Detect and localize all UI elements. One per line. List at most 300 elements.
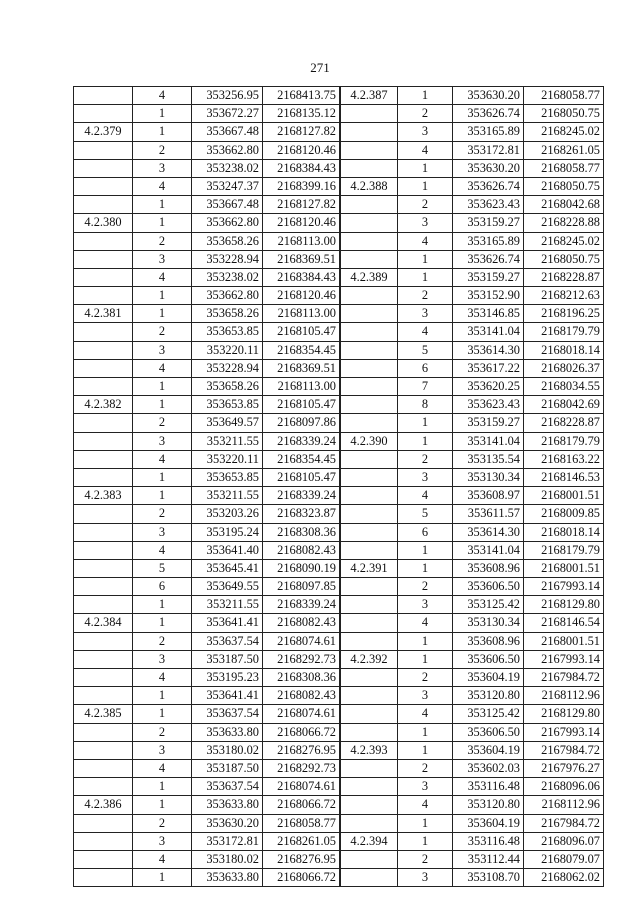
point-number-cell: 3	[398, 778, 453, 796]
table-row	[74, 250, 340, 268]
parcel-id-cell	[74, 450, 133, 468]
parcel-id-cell	[341, 759, 398, 777]
x-coordinate-cell: 353653.85	[192, 396, 263, 414]
point-number-cell: 1	[133, 487, 192, 505]
x-coordinate-cell: 353195.23	[192, 669, 263, 687]
y-coordinate-cell: 2168062.02	[524, 869, 604, 887]
parcel-id-cell	[341, 159, 398, 177]
y-coordinate-cell: 2168129.80	[524, 596, 604, 614]
y-coordinate-cell: 2168120.46	[263, 287, 340, 305]
y-coordinate-cell: 2168339.24	[263, 596, 340, 614]
point-number-cell: 1	[133, 796, 192, 814]
parcel-id-cell	[74, 414, 133, 432]
y-coordinate-cell: 2168112.96	[524, 796, 604, 814]
point-number-cell: 1	[398, 414, 453, 432]
table-row	[74, 705, 340, 723]
parcel-id-cell	[74, 596, 133, 614]
parcel-id-cell	[74, 87, 133, 105]
point-number-cell: 1	[398, 250, 453, 268]
x-coordinate-cell: 353667.48	[192, 123, 263, 141]
point-number-cell: 1	[398, 632, 453, 650]
point-number-cell: 1	[398, 832, 453, 850]
y-coordinate-cell: 2168292.73	[263, 759, 340, 777]
x-coordinate-cell: 353120.80	[453, 687, 524, 705]
x-coordinate-cell: 353141.04	[453, 541, 524, 559]
parcel-id-cell	[341, 505, 398, 523]
table-row	[341, 250, 604, 268]
table-row	[74, 487, 340, 505]
y-coordinate-cell: 2168135.12	[263, 105, 340, 123]
point-number-cell: 3	[133, 832, 192, 850]
y-coordinate-cell: 2168058.77	[524, 87, 604, 105]
table-row	[74, 596, 340, 614]
parcel-id-cell	[74, 741, 133, 759]
parcel-id-cell	[341, 814, 398, 832]
x-coordinate-cell: 353220.11	[192, 341, 263, 359]
y-coordinate-cell: 2168323.87	[263, 505, 340, 523]
table-row	[74, 177, 340, 195]
table-row	[74, 541, 340, 559]
parcel-id-cell	[341, 141, 398, 159]
point-number-cell: 1	[398, 741, 453, 759]
point-number-cell: 4	[133, 268, 192, 286]
table-row	[74, 814, 340, 832]
y-coordinate-cell: 2168369.51	[263, 359, 340, 377]
parcel-id-cell	[74, 323, 133, 341]
x-coordinate-cell: 353614.30	[453, 341, 524, 359]
table-row	[341, 541, 604, 559]
x-coordinate-cell: 353658.26	[192, 305, 263, 323]
y-coordinate-cell: 2168292.73	[263, 650, 340, 668]
parcel-id-cell	[74, 523, 133, 541]
point-number-cell: 5	[398, 505, 453, 523]
x-coordinate-cell: 353630.20	[453, 159, 524, 177]
parcel-id-cell	[341, 468, 398, 486]
parcel-id-cell	[74, 559, 133, 577]
table-row	[74, 287, 340, 305]
parcel-id-cell: 4.2.382	[74, 396, 133, 414]
table-row	[341, 159, 604, 177]
y-coordinate-cell: 2168384.43	[263, 159, 340, 177]
x-coordinate-cell: 353608.96	[453, 559, 524, 577]
parcel-id-cell	[74, 505, 133, 523]
point-number-cell: 4	[398, 232, 453, 250]
y-coordinate-cell: 2168413.75	[263, 87, 340, 105]
point-number-cell: 3	[133, 432, 192, 450]
y-coordinate-cell: 2168105.47	[263, 323, 340, 341]
x-coordinate-cell: 353203.26	[192, 505, 263, 523]
parcel-id-cell	[74, 687, 133, 705]
parcel-id-cell: 4.2.392	[341, 650, 398, 668]
x-coordinate-cell: 353667.48	[192, 196, 263, 214]
x-coordinate-cell: 353608.96	[453, 632, 524, 650]
parcel-id-cell	[341, 869, 398, 887]
y-coordinate-cell: 2168146.53	[524, 468, 604, 486]
x-coordinate-cell: 353180.02	[192, 741, 263, 759]
y-coordinate-cell: 2168082.43	[263, 687, 340, 705]
x-coordinate-cell: 353116.48	[453, 778, 524, 796]
table-row	[74, 669, 340, 687]
y-coordinate-cell: 2168018.14	[524, 341, 604, 359]
parcel-id-cell	[74, 468, 133, 486]
x-coordinate-cell: 353187.50	[192, 650, 263, 668]
x-coordinate-cell: 353645.41	[192, 559, 263, 577]
y-coordinate-cell: 2168009.85	[524, 505, 604, 523]
x-coordinate-cell: 353672.27	[192, 105, 263, 123]
parcel-id-cell	[341, 796, 398, 814]
point-number-cell: 2	[133, 632, 192, 650]
point-number-cell: 3	[398, 687, 453, 705]
y-coordinate-cell: 2167976.27	[524, 759, 604, 777]
y-coordinate-cell: 2168066.72	[263, 723, 340, 741]
y-coordinate-cell: 2168079.07	[524, 850, 604, 868]
point-number-cell: 5	[133, 559, 192, 577]
parcel-id-cell	[74, 232, 133, 250]
point-number-cell: 4	[133, 759, 192, 777]
point-number-cell: 2	[133, 414, 192, 432]
table-row	[341, 287, 604, 305]
y-coordinate-cell: 2167984.72	[524, 814, 604, 832]
table-row	[341, 832, 604, 850]
x-coordinate-cell: 353211.55	[192, 487, 263, 505]
x-coordinate-cell: 353604.19	[453, 741, 524, 759]
point-number-cell: 4	[133, 359, 192, 377]
parcel-id-cell: 4.2.383	[74, 487, 133, 505]
parcel-id-cell	[74, 250, 133, 268]
parcel-id-cell	[341, 850, 398, 868]
parcel-id-cell	[74, 159, 133, 177]
x-coordinate-cell: 353112.44	[453, 850, 524, 868]
parcel-id-cell: 4.2.391	[341, 559, 398, 577]
point-number-cell: 1	[133, 687, 192, 705]
right-coordinate-table	[340, 86, 604, 887]
table-row	[74, 123, 340, 141]
parcel-id-cell	[74, 541, 133, 559]
y-coordinate-cell: 2168097.85	[263, 578, 340, 596]
y-coordinate-cell: 2168228.88	[524, 214, 604, 232]
y-coordinate-cell: 2167993.14	[524, 723, 604, 741]
y-coordinate-cell: 2168097.86	[263, 414, 340, 432]
x-coordinate-cell: 353649.57	[192, 414, 263, 432]
parcel-id-cell	[341, 414, 398, 432]
parcel-id-cell	[341, 232, 398, 250]
y-coordinate-cell: 2168105.47	[263, 468, 340, 486]
y-coordinate-cell: 2168120.46	[263, 214, 340, 232]
x-coordinate-cell: 353662.80	[192, 141, 263, 159]
y-coordinate-cell: 2167993.14	[524, 650, 604, 668]
point-number-cell: 1	[133, 305, 192, 323]
point-number-cell: 3	[398, 305, 453, 323]
table-row	[341, 123, 604, 141]
y-coordinate-cell: 2168384.43	[263, 268, 340, 286]
point-number-cell: 2	[398, 450, 453, 468]
x-coordinate-cell: 353187.50	[192, 759, 263, 777]
point-number-cell: 2	[398, 850, 453, 868]
table-row	[341, 578, 604, 596]
table-row	[341, 268, 604, 286]
parcel-id-cell	[74, 814, 133, 832]
x-coordinate-cell: 353626.74	[453, 250, 524, 268]
y-coordinate-cell: 2168245.02	[524, 123, 604, 141]
y-coordinate-cell: 2168026.37	[524, 359, 604, 377]
y-coordinate-cell: 2168082.43	[263, 614, 340, 632]
x-coordinate-cell: 353180.02	[192, 850, 263, 868]
table-row	[74, 796, 340, 814]
y-coordinate-cell: 2168050.75	[524, 250, 604, 268]
point-number-cell: 1	[133, 105, 192, 123]
point-number-cell: 3	[133, 341, 192, 359]
table-row	[341, 796, 604, 814]
parcel-id-cell: 4.2.381	[74, 305, 133, 323]
y-coordinate-cell: 2168042.69	[524, 396, 604, 414]
y-coordinate-cell: 2168127.82	[263, 196, 340, 214]
parcel-id-cell	[74, 177, 133, 195]
point-number-cell: 4	[133, 850, 192, 868]
point-number-cell: 2	[133, 814, 192, 832]
table-row	[74, 650, 340, 668]
y-coordinate-cell: 2168276.95	[263, 850, 340, 868]
point-number-cell: 3	[133, 523, 192, 541]
x-coordinate-cell: 353637.54	[192, 778, 263, 796]
x-coordinate-cell: 353623.43	[453, 396, 524, 414]
y-coordinate-cell: 2167984.72	[524, 669, 604, 687]
table-row	[341, 432, 604, 450]
y-coordinate-cell: 2168261.05	[524, 141, 604, 159]
table-row	[74, 87, 340, 105]
table-row	[74, 559, 340, 577]
table-row	[74, 505, 340, 523]
table-row	[74, 832, 340, 850]
point-number-cell: 7	[398, 378, 453, 396]
y-coordinate-cell: 2168261.05	[263, 832, 340, 850]
x-coordinate-cell: 353159.27	[453, 414, 524, 432]
x-coordinate-cell: 353152.90	[453, 287, 524, 305]
x-coordinate-cell: 353256.95	[192, 87, 263, 105]
table-row	[341, 487, 604, 505]
y-coordinate-cell: 2168066.72	[263, 869, 340, 887]
table-row	[341, 523, 604, 541]
y-coordinate-cell: 2168042.68	[524, 196, 604, 214]
y-coordinate-cell: 2167984.72	[524, 741, 604, 759]
x-coordinate-cell: 353623.43	[453, 196, 524, 214]
parcel-id-cell	[74, 268, 133, 286]
table-row	[74, 341, 340, 359]
page-number: 271	[310, 60, 330, 75]
parcel-id-cell	[74, 196, 133, 214]
parcel-id-cell: 4.2.393	[341, 741, 398, 759]
parcel-id-cell	[341, 341, 398, 359]
x-coordinate-cell: 353637.54	[192, 705, 263, 723]
parcel-id-cell	[341, 287, 398, 305]
parcel-id-cell	[74, 632, 133, 650]
point-number-cell: 2	[133, 505, 192, 523]
table-row	[74, 523, 340, 541]
parcel-id-cell	[341, 487, 398, 505]
parcel-id-cell: 4.2.385	[74, 705, 133, 723]
x-coordinate-cell: 353130.34	[453, 468, 524, 486]
table-row	[74, 323, 340, 341]
x-coordinate-cell: 353606.50	[453, 650, 524, 668]
parcel-id-cell	[341, 123, 398, 141]
y-coordinate-cell: 2168354.45	[263, 341, 340, 359]
x-coordinate-cell: 353611.57	[453, 505, 524, 523]
y-coordinate-cell: 2168129.80	[524, 705, 604, 723]
y-coordinate-cell: 2168179.79	[524, 323, 604, 341]
parcel-id-cell	[74, 141, 133, 159]
x-coordinate-cell: 353141.04	[453, 323, 524, 341]
point-number-cell: 3	[398, 123, 453, 141]
x-coordinate-cell: 353633.80	[192, 723, 263, 741]
y-coordinate-cell: 2168001.51	[524, 559, 604, 577]
y-coordinate-cell: 2168018.14	[524, 523, 604, 541]
x-coordinate-cell: 353630.20	[453, 87, 524, 105]
y-coordinate-cell: 2167993.14	[524, 578, 604, 596]
y-coordinate-cell: 2168228.87	[524, 268, 604, 286]
parcel-id-cell	[341, 378, 398, 396]
x-coordinate-cell: 353108.70	[453, 869, 524, 887]
point-number-cell: 4	[133, 87, 192, 105]
point-number-cell: 1	[133, 287, 192, 305]
y-coordinate-cell: 2168339.24	[263, 432, 340, 450]
x-coordinate-cell: 353633.80	[192, 796, 263, 814]
table-row	[74, 305, 340, 323]
point-number-cell: 2	[398, 759, 453, 777]
point-number-cell: 2	[133, 141, 192, 159]
parcel-id-cell	[341, 105, 398, 123]
x-coordinate-cell: 353146.85	[453, 305, 524, 323]
table-row	[341, 450, 604, 468]
point-number-cell: 4	[133, 177, 192, 195]
x-coordinate-cell: 353125.42	[453, 705, 524, 723]
table-row	[74, 141, 340, 159]
table-row	[74, 414, 340, 432]
x-coordinate-cell: 353120.80	[453, 796, 524, 814]
y-coordinate-cell: 2168001.51	[524, 632, 604, 650]
table-row	[74, 232, 340, 250]
parcel-id-cell	[74, 869, 133, 887]
x-coordinate-cell: 353626.74	[453, 177, 524, 195]
y-coordinate-cell: 2168058.77	[524, 159, 604, 177]
x-coordinate-cell: 353606.50	[453, 723, 524, 741]
x-coordinate-cell: 353195.24	[192, 523, 263, 541]
x-coordinate-cell: 353617.22	[453, 359, 524, 377]
point-number-cell: 1	[133, 396, 192, 414]
y-coordinate-cell: 2168369.51	[263, 250, 340, 268]
x-coordinate-cell: 353641.40	[192, 541, 263, 559]
parcel-id-cell	[74, 341, 133, 359]
table-row	[74, 869, 340, 887]
x-coordinate-cell: 353135.54	[453, 450, 524, 468]
y-coordinate-cell: 2168179.79	[524, 541, 604, 559]
point-number-cell: 1	[133, 123, 192, 141]
point-number-cell: 1	[398, 814, 453, 832]
point-number-cell: 2	[398, 669, 453, 687]
y-coordinate-cell: 2168228.87	[524, 414, 604, 432]
table-row	[341, 723, 604, 741]
point-number-cell: 4	[133, 450, 192, 468]
point-number-cell: 1	[398, 541, 453, 559]
y-coordinate-cell: 2168339.24	[263, 487, 340, 505]
point-number-cell: 1	[398, 87, 453, 105]
table-row	[341, 596, 604, 614]
point-number-cell: 1	[133, 468, 192, 486]
y-coordinate-cell: 2168096.07	[524, 832, 604, 850]
parcel-id-cell	[74, 669, 133, 687]
parcel-id-cell: 4.2.379	[74, 123, 133, 141]
point-number-cell: 2	[133, 232, 192, 250]
table-row	[74, 850, 340, 868]
x-coordinate-cell: 353125.42	[453, 596, 524, 614]
left-coordinate-table	[73, 86, 340, 887]
point-number-cell: 2	[398, 105, 453, 123]
point-number-cell: 3	[398, 596, 453, 614]
table-row	[341, 669, 604, 687]
x-coordinate-cell: 353630.20	[192, 814, 263, 832]
parcel-id-cell	[341, 305, 398, 323]
parcel-id-cell	[74, 759, 133, 777]
y-coordinate-cell: 2168074.61	[263, 778, 340, 796]
point-number-cell: 6	[133, 578, 192, 596]
point-number-cell: 4	[398, 141, 453, 159]
table-row	[74, 432, 340, 450]
table-row	[341, 614, 604, 632]
y-coordinate-cell: 2168050.75	[524, 105, 604, 123]
table-row	[341, 414, 604, 432]
table-row	[74, 159, 340, 177]
x-coordinate-cell: 353658.26	[192, 378, 263, 396]
table-row	[74, 614, 340, 632]
parcel-id-cell	[341, 687, 398, 705]
x-coordinate-cell: 353653.85	[192, 323, 263, 341]
point-number-cell: 2	[133, 723, 192, 741]
x-coordinate-cell: 353662.80	[192, 214, 263, 232]
x-coordinate-cell: 353228.94	[192, 359, 263, 377]
table-row	[341, 214, 604, 232]
y-coordinate-cell: 2168058.77	[263, 814, 340, 832]
y-coordinate-cell: 2168113.00	[263, 232, 340, 250]
y-coordinate-cell: 2168354.45	[263, 450, 340, 468]
y-coordinate-cell: 2168113.00	[263, 305, 340, 323]
parcel-id-cell	[74, 832, 133, 850]
point-number-cell: 1	[398, 559, 453, 577]
x-coordinate-cell: 353626.74	[453, 105, 524, 123]
parcel-id-cell	[74, 105, 133, 123]
point-number-cell: 6	[398, 523, 453, 541]
x-coordinate-cell: 353165.89	[453, 232, 524, 250]
table-row	[74, 359, 340, 377]
table-row	[341, 741, 604, 759]
parcel-id-cell	[74, 432, 133, 450]
table-row	[341, 359, 604, 377]
point-number-cell: 1	[133, 778, 192, 796]
parcel-id-cell	[74, 778, 133, 796]
y-coordinate-cell: 2168127.82	[263, 123, 340, 141]
point-number-cell: 2	[398, 287, 453, 305]
point-number-cell: 8	[398, 396, 453, 414]
point-number-cell: 1	[398, 177, 453, 195]
point-number-cell: 4	[398, 614, 453, 632]
table-row	[74, 759, 340, 777]
y-coordinate-cell: 2168113.00	[263, 378, 340, 396]
y-coordinate-cell: 2168308.36	[263, 523, 340, 541]
parcel-id-cell	[74, 287, 133, 305]
x-coordinate-cell: 353238.02	[192, 159, 263, 177]
y-coordinate-cell: 2168399.16	[263, 177, 340, 195]
table-row	[74, 687, 340, 705]
table-row	[341, 141, 604, 159]
x-coordinate-cell: 353641.41	[192, 687, 263, 705]
point-number-cell: 3	[133, 650, 192, 668]
